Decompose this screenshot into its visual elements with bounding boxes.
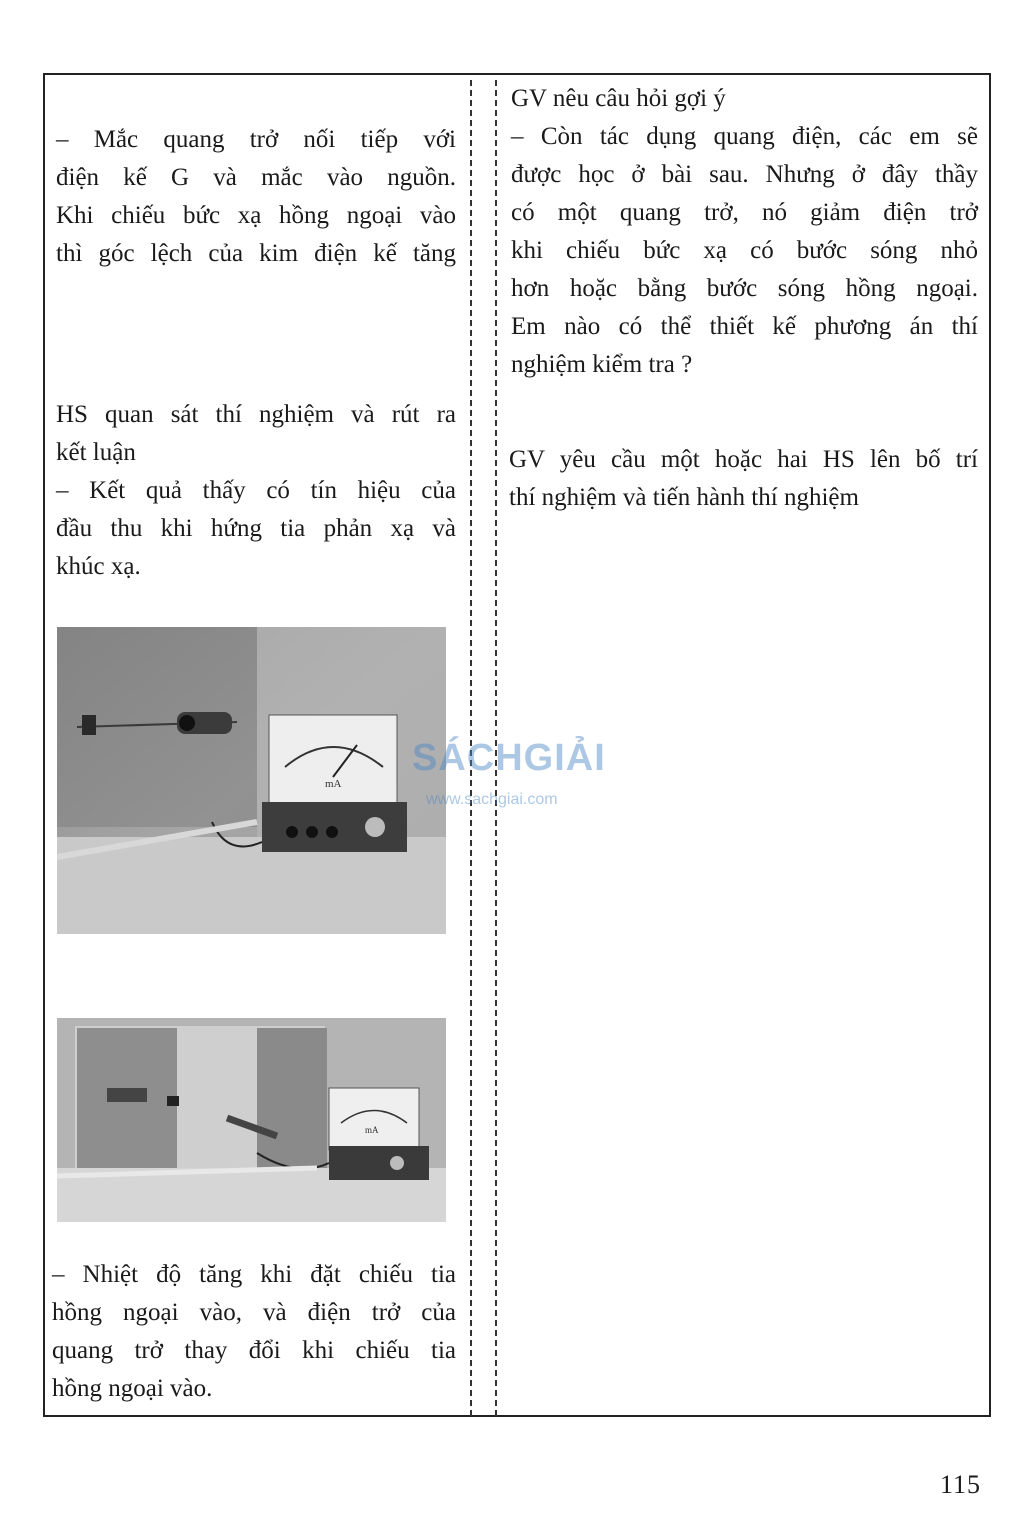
right-text-block-1 (511, 80, 978, 384)
text-line: khúc xạ. (56, 553, 141, 580)
text-line: có một quang trở, nó giảm điện trở (511, 199, 978, 226)
page-number: 115 (940, 1470, 982, 1499)
text-line: HS quan sát thí nghiệm và rút ra (56, 401, 456, 428)
text-line: kết luận (56, 439, 136, 466)
text-line: hồng ngoại vào. (52, 1375, 213, 1402)
text-line: thí nghiệm và tiến hành thí nghiệm (509, 484, 859, 511)
left-text-block-1 (56, 121, 456, 273)
meter-unit-label: mA (365, 1125, 379, 1135)
right-text-block-2 (509, 441, 978, 517)
text-line: hồng ngoại vào, và điện trở của (52, 1299, 456, 1326)
column-divider-left (470, 80, 472, 1416)
text-line: – Nhiệt độ tăng khi đặt chiếu tia (52, 1261, 456, 1288)
experiment-photo-1 (57, 627, 446, 934)
text-line: – Kết quả thấy có tín hiệu của (56, 477, 456, 504)
text-line: – Mắc quang trở nối tiếp với (56, 126, 456, 153)
meter-unit-label: mA (325, 778, 342, 790)
watermark-url: www.sachgiai.com (426, 791, 558, 808)
text-line: quang trở thay đổi khi chiếu tia (52, 1337, 456, 1364)
text-line: – Còn tác dụng quang điện, các em sẽ (511, 123, 978, 150)
text-line: nghiệm kiểm tra ? (511, 351, 693, 378)
left-text-block-2 (56, 396, 456, 586)
text-line: được học ở bài sau. Nhưng ở đây thầy (511, 161, 978, 188)
text-line: Em nào có thể thiết kế phương án thí (511, 313, 978, 340)
text-line: GV nêu câu hỏi gợi ý (511, 85, 726, 112)
left-text-block-3 (52, 1256, 456, 1408)
text-line: Khi chiếu bức xạ hồng ngoại vào (56, 202, 456, 229)
watermark-logo: SÁCHGIẢI (412, 737, 606, 779)
text-line: hơn hoặc bằng bước sóng hồng ngoại. (511, 275, 978, 302)
experiment-photo-2 (57, 1018, 446, 1222)
text-line: GV yêu cầu một hoặc hai HS lên bố trí (509, 446, 978, 473)
text-line: điện kế G và mắc vào nguồn. (56, 164, 456, 191)
text-line: thì góc lệch của kim điện kế tăng (56, 240, 456, 267)
column-divider-right (495, 80, 497, 1416)
text-line: khi chiếu bức xạ có bước sóng nhỏ (511, 237, 978, 264)
text-line: đầu thu khi hứng tia phản xạ và (56, 515, 456, 542)
